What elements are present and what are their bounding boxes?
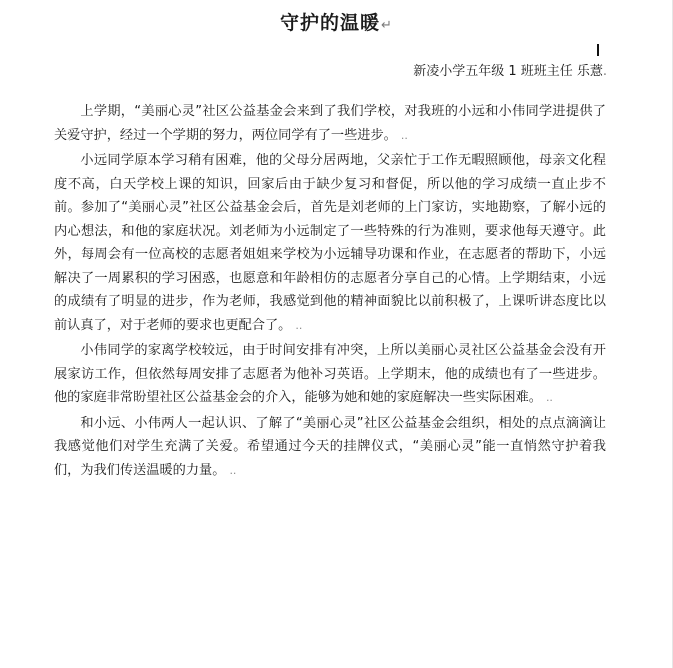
author-text[interactable]: 新凌小学五年级 1 班班主任 乐薏 [413, 64, 603, 79]
text-cursor [597, 44, 599, 56]
document-body [54, 100, 606, 484]
paragraph-4[interactable] [54, 412, 606, 483]
paragraph-2[interactable] [54, 149, 606, 337]
paragraph-end-mark: .. [229, 463, 237, 477]
paragraph-mark-icon: ↵ [381, 18, 393, 33]
document-title-row [0, 8, 673, 35]
document-title[interactable]: 守护的温暖 [280, 12, 381, 34]
paragraph-1-text: 上学期，“美丽心灵”社区公益基金会来到了我们学校，对我班的小远和小伟同学进提供了关爱守护，经过一个学期的努力，两位同学有了一些进步。 [54, 104, 606, 143]
paragraph-1[interactable] [54, 100, 606, 147]
paragraph-3-text: 小伟同学的家离学校较远，由于时间安排有冲突，上所以美丽心灵社区公益基金会没有开展家访工作，但依然每周安排了志愿者为他补习英语。上学期末，他的成绩也有了一些进步。他的家庭非常盼望社区公益基金会的介入，能够为她和她的家庭解决一些实际困难。 [54, 343, 606, 405]
author-end-mark: . [602, 64, 607, 79]
paragraph-4-text: 和小远、小伟两人一起认识、了解了“美丽心灵”社区公益基金会组织，相处的点点滴滴让我感觉他们对学生充满了关爱。希望通过今天的挂牌仪式，“美丽心灵”能一直悄然守护着我们，为我们传送温暖的力量。 [54, 415, 606, 478]
paragraph-3[interactable] [54, 339, 606, 410]
author-line [413, 60, 607, 79]
paragraph-2-text: 小远同学原本学习稍有困难，他的父母分居两地，父亲忙于工作无暇照顾他，母亲文化程度不高，白天学校上课的知识，回家后由于缺少复习和督促，所以他的学习成绩一直止步不前。参加了“美丽心灵”社区公益基金会后，首先是刘老师的上门家访，实地勘察，了解小远的内心想法，和他的家庭状况。刘老师为小远制定了一些特殊的行为准则，要求他每天遵守。此外，每周会有一位高校的志愿者姐姐来学校为小远辅导功课和作业，在志愿者的帮助下，小远解决了一周累积的学习困惑，也愿意和年龄相仿的志愿者分享自己的心情。上学期结束，小远的成绩有了明显的进步，作为老师，我感觉到他的精神面貌比以前积极了，上课听讲态度比以前认真了，对于老师的要求也更配合了。 [54, 153, 606, 333]
paragraph-end-mark: .. [295, 318, 303, 332]
paragraph-end-mark: .. [400, 128, 408, 142]
paragraph-end-mark: .. [545, 391, 553, 404]
